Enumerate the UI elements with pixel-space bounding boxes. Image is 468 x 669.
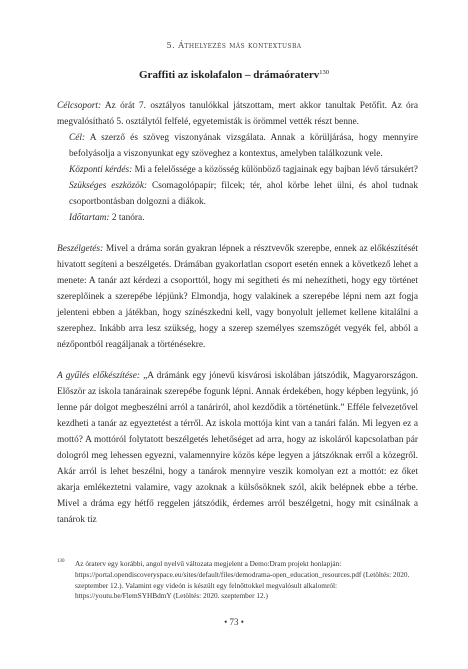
discussion-text: Mivel a dráma során gyakran lépnek a résztvevők szerepbe, ennek az előkészítését hivatott segíteni a beszélgetés. Drámában gyakorlatlan csoport esetén ennek a következő lehet a menete: A tanár azt kérdezi a csoporttól, hogy mi segítheti és mi nehezítheti, hogy egy történet szereplőinek a szerepébe lépjünk? Elmondja, hogy valakinek a szerepébe lépni nem azt fogja jelenteni ebben a játékban, hogy színészkedni kell, vagy bonyolult jellemet kellene kitalálni a szerephez. Inkább arra lesz szükség, hogy a szerep személyes szemszögét vegyék fel, abból a nézőpontból reagáljanak a történésekre. (57, 244, 418, 350)
paragraph-gap (57, 226, 418, 241)
footnote-number: 130 (57, 559, 65, 564)
tools-text: Csomagolópapír; filcek; tér, ahol körbe lehet ülni, és ahol tudnak csoportbontásban dolgozni a diákok. (69, 181, 418, 207)
title-text: Graffiti az iskolafalon – drámaóraterv (139, 69, 320, 81)
central-question-label: Központi kérdés: (69, 165, 133, 175)
running-head: 5. Áthelyezés más kontextusba (166, 40, 302, 50)
footnote (57, 559, 418, 602)
tools-paragraph (57, 178, 418, 210)
meeting-prep-label: A gyűlés előkészítése: (57, 371, 140, 381)
goal-label: Cél: (69, 133, 86, 143)
title-footnote-ref[interactable]: 130 (319, 69, 329, 76)
discussion-paragraph (57, 241, 418, 353)
page-number: • 73 • (224, 617, 244, 627)
discussion-label: Beszélgetés: (57, 244, 104, 254)
goal-text: A szerző és szöveg viszonyának vizsgálata. Annak a körüljárása, hogy mennyire befolyásolja a viszonyunkat egy szöveghez a kontextus, amelyben találkozunk vele. (69, 133, 418, 159)
page-title (0, 69, 468, 81)
duration-paragraph (57, 210, 418, 226)
meeting-prep-text: „A drámánk egy jónevű kisvárosi iskolában játszódik, Magyarországon. Először az iskola tanárainak szerepébe fogunk lépni. Annak érdekében, hogy képben legyünk, jó lenne pár dolgot megbeszélni arról a tanáriról, ahol kezdődik a történetünk.” Efféle felvezetővel kezdheti a tanár az egyeztetést a térről. Az iskola mottója kint van a tanári falán. Mi legyen ez a mottó? A mottóról folytatott beszélgetés lehetőséget ad arra, hogy az iskoláról kapcsolatban pár dologról meg lehessen egyezni, valamennyire közös képe legyen a játszóknak erről a közegről. Akár arról is lehet beszélni, hogy a tanárok mennyire veszik komolyan ezt a mottót: ez őket akarja emlékeztetni valamire, vagy azoknak a külsősöknek szól, akik belépnek ebbe a térbe. Mivel a dráma egy hétfő reggelen játszódik, érdemes arról beszélgetni, hogy mit csinálnak a tanárok tíz (57, 371, 418, 525)
target-group-label: Célcsoport: (57, 101, 102, 111)
footnote-text: Az óraterv egy korábbi, angol nyelvű változata megjelent a Demo:Dram projekt honlapján: https://portal.opendiscoveryspace.eu/sites/default/files/demodrama-open_education_resources.pdf (Letöltés: 2020. szeptember 12.). Valamint egy videón is készült egy felnőttokkel megvalósult alkalomról: https://youtu.be/FlemSYHBdmY (Letöltés: 2020. szeptember 12.) (75, 559, 410, 601)
central-question-text: Mi a felelőssége a közösség különböző tagjainak egy bajban lévő társukért? (132, 165, 418, 175)
target-group-text: Az órát 7. osztályos tanulókkal játszottam, mert akkor tanultak Petőfit. Az óra megvalósítható 5. osztálytól felfelé, egyetemisták is örömmel vették részt benne. (57, 101, 418, 127)
tools-label: Szükséges eszközök: (69, 181, 148, 191)
central-question-paragraph (57, 162, 418, 178)
target-group-paragraph (57, 98, 418, 130)
duration-label: Időtartam: (69, 213, 110, 223)
duration-text: 2 tanóra. (109, 213, 145, 223)
paragraph-gap (57, 353, 418, 368)
meeting-prep-paragraph (57, 368, 418, 528)
body-text (57, 98, 418, 528)
goal-paragraph (57, 130, 418, 162)
